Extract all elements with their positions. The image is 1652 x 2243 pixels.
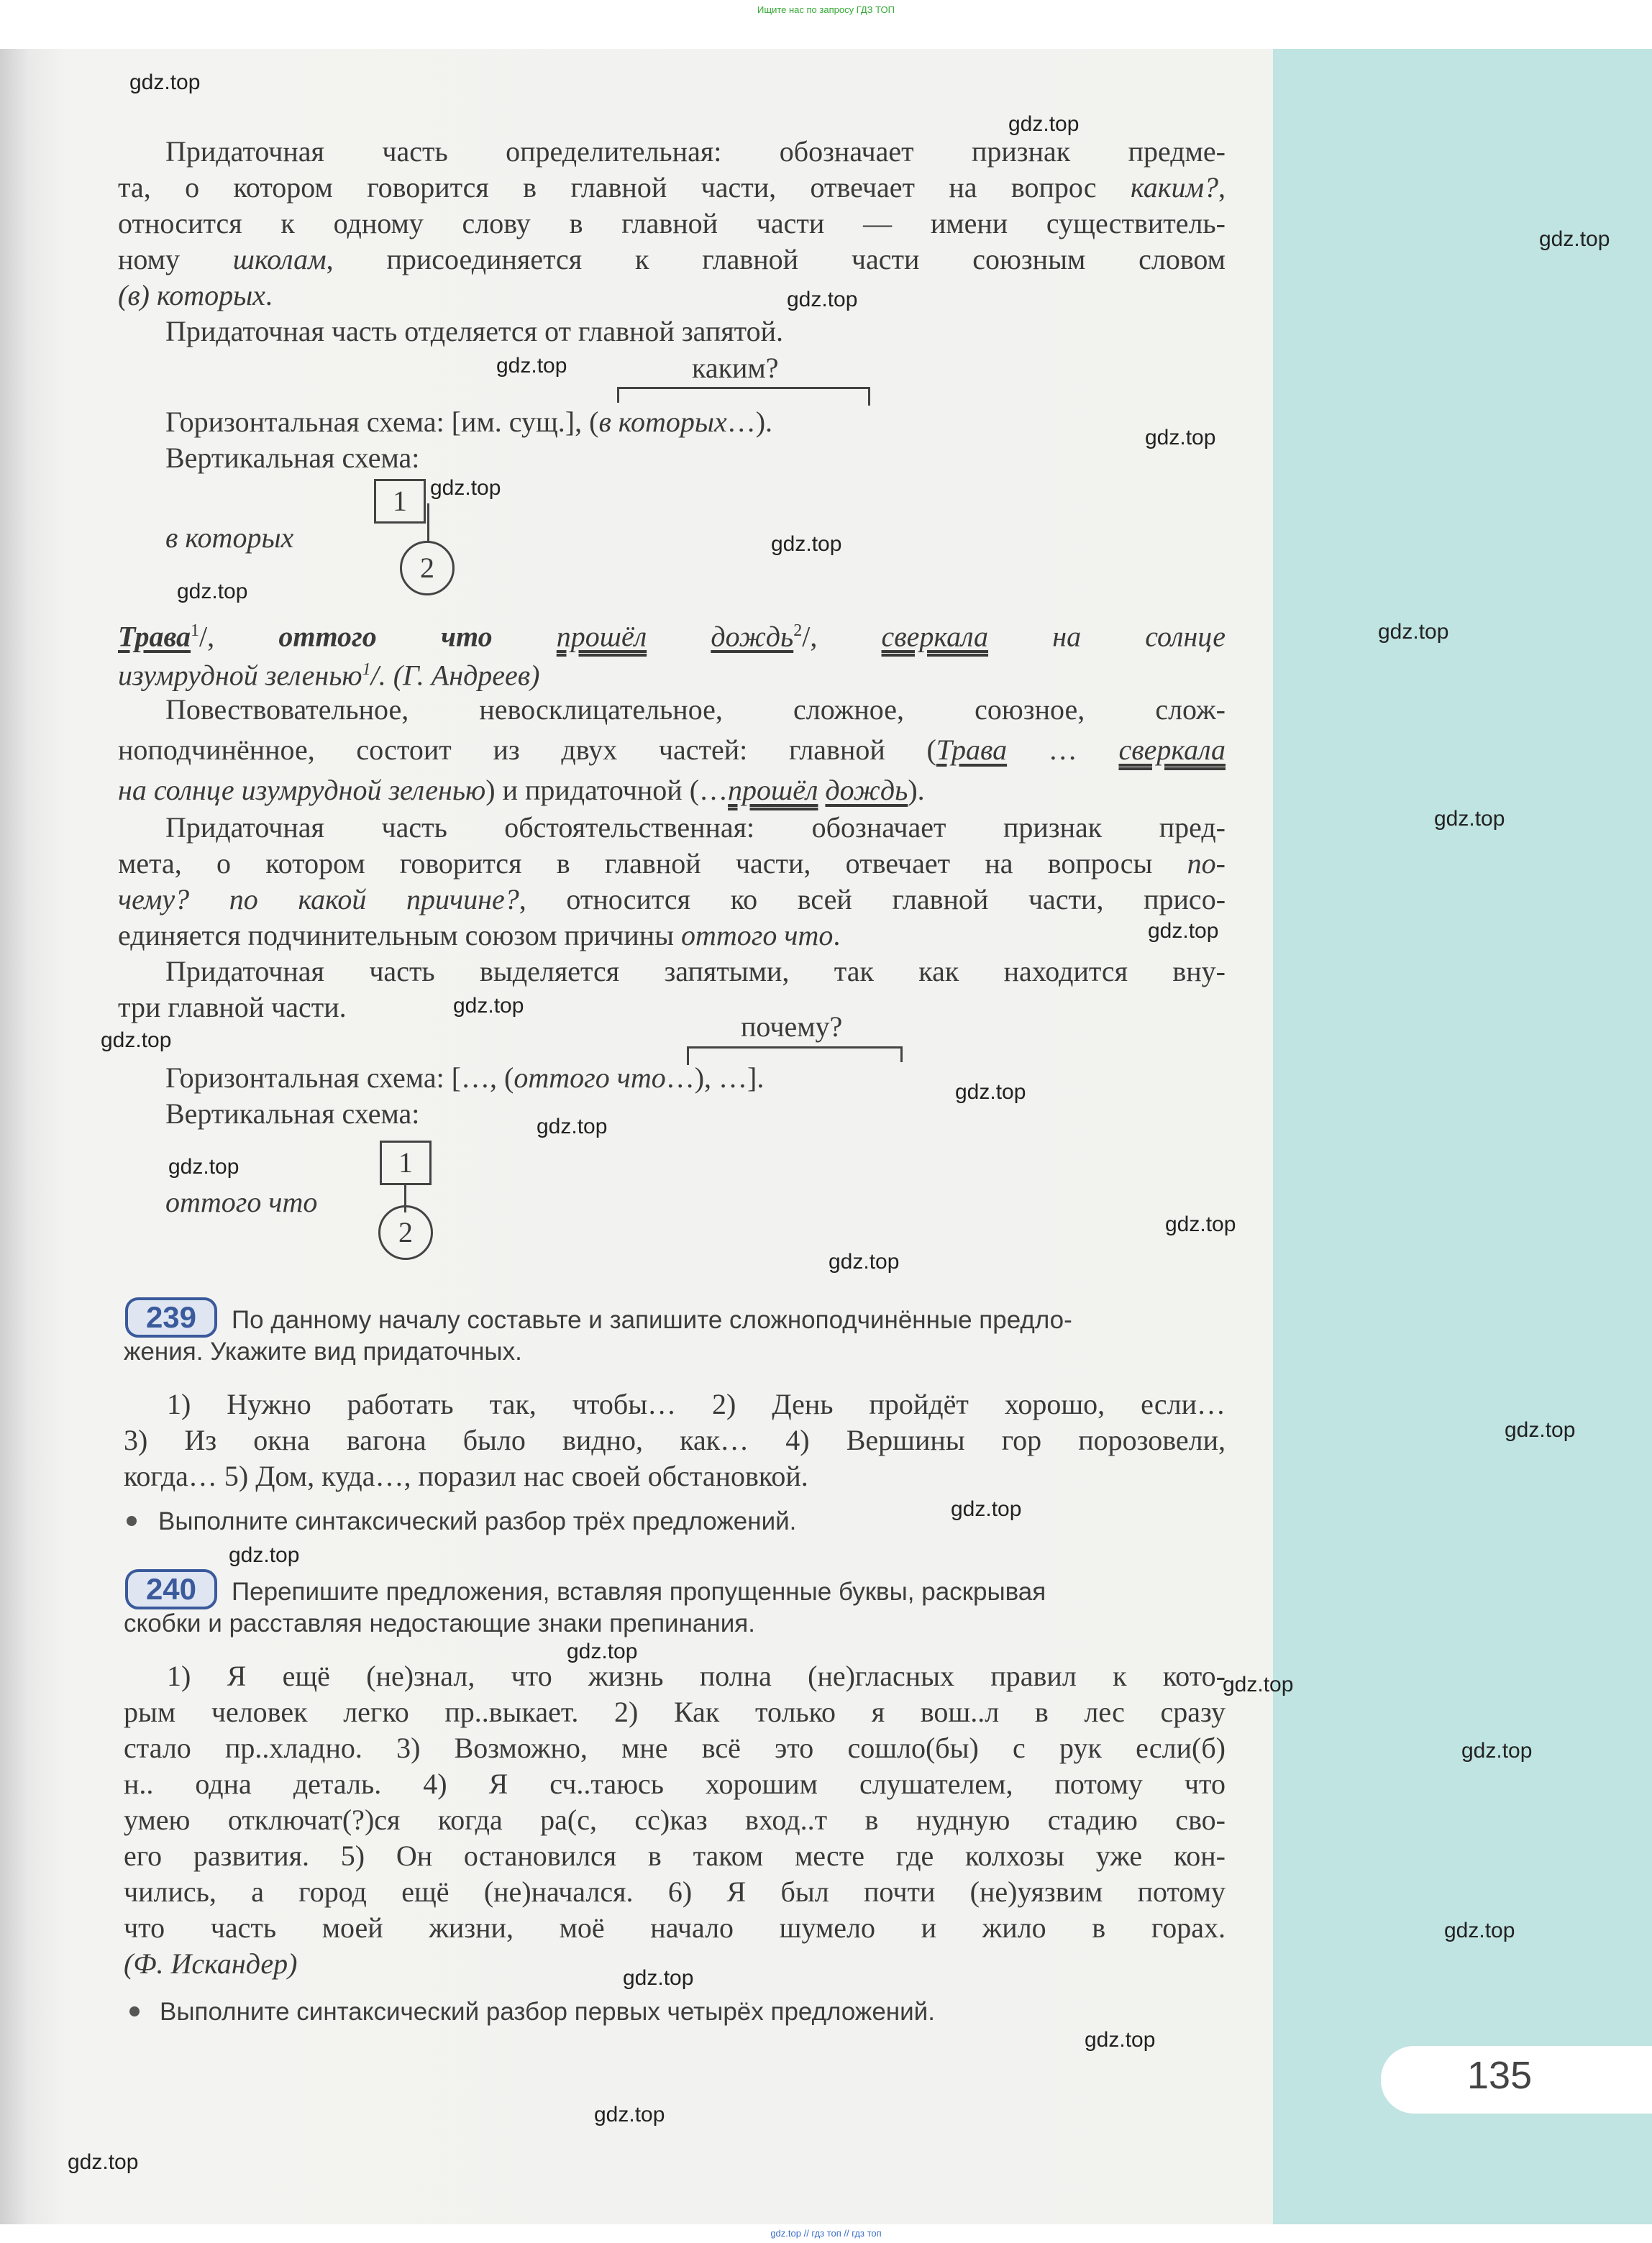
watermark: gdz.top: [1165, 1212, 1236, 1236]
watermark: gdz.top: [1148, 919, 1219, 943]
example-sentence-end: изумрудной зеленью$^1$/. (Г. Андреев): [118, 659, 540, 692]
watermark: gdz.top: [168, 1155, 239, 1179]
text-line: Придаточная часть определительная: обозначает признак предме-: [165, 135, 1226, 168]
example-sentence: Трава$^1$/, оттого что прошёл дождь$^2$/, сверкала на солнце: [118, 620, 1226, 653]
text-line: Придаточная часть отделяется от главной запятой.: [165, 315, 784, 347]
watermark: gdz.top: [1461, 1739, 1533, 1763]
watermark: gdz.top: [771, 532, 842, 556]
watermark: gdz.top: [453, 994, 524, 1018]
schema-connector: [427, 503, 429, 541]
exercise-text: его развития. 5) Он остановился в таком месте где колхозы уже кон-: [124, 1840, 1226, 1872]
main-clause-box: 1: [380, 1141, 432, 1185]
watermark: gdz.top: [537, 1115, 608, 1138]
top-banner: Ищите нас по запросу ГДЗ ТОП: [757, 4, 895, 15]
watermark: gdz.top: [1539, 227, 1610, 251]
watermark: gdz.top: [951, 1497, 1022, 1521]
watermark: gdz.top: [567, 1640, 638, 1663]
exercise-note: Выполните синтаксический разбор трёх предложений.: [158, 1507, 797, 1535]
question-label: каким?: [692, 352, 779, 384]
text-line: три главной части.: [118, 991, 347, 1023]
watermark: gdz.top: [1378, 620, 1449, 644]
watermark: gdz.top: [594, 2103, 665, 2126]
watermark: gdz.top: [229, 1543, 300, 1567]
exercise-note: Выполните синтаксический разбор первых четырёх предложений.: [160, 1998, 935, 2026]
text-line: мета, о котором говорится в главной части, отвечает на вопросы по-: [118, 847, 1226, 880]
exercise-text: 1) Нужно работать так, чтобы… 2) День пройдёт хорошо, если…: [167, 1388, 1226, 1420]
bullet-icon: [129, 2006, 140, 2016]
watermark: gdz.top: [430, 476, 501, 500]
exercise-task: жения. Укажите вид придаточных.: [124, 1338, 522, 1366]
watermark: gdz.top: [68, 2150, 139, 2174]
exercise-text: что часть моей жизни, моё начало шумело и жило в горах.: [124, 1911, 1226, 1944]
horizontal-schema: Горизонтальная схема: [им. сущ.], (в которых…).: [165, 406, 773, 438]
watermark: gdz.top: [623, 1966, 694, 1990]
text-line: Повествовательное, невосклицательное, сложное, союзное, слож-: [165, 693, 1226, 726]
horizontal-schema: Горизонтальная схема: […, (оттого что…), …].: [165, 1061, 765, 1094]
subordinate-clause-circle: 2: [378, 1205, 433, 1260]
exercise-text: когда… 5) Дом, куда…, поразил нас своей обстановкой.: [124, 1460, 808, 1492]
text-line: (в) которых.: [118, 279, 273, 311]
text-line: на солнце изумрудной зеленью) и придаточной (…прошёл дождь).: [118, 774, 925, 806]
watermark: gdz.top: [1434, 807, 1505, 831]
vertical-schema-label: Вертикальная схема:: [165, 442, 420, 474]
vertical-schema-label: Вертикальная схема:: [165, 1097, 420, 1130]
text-line: ноподчинённое, состоит из двух частей: главной (Трава … сверкала: [118, 734, 1226, 766]
bracket-tick: [617, 387, 619, 403]
watermark: gdz.top: [1223, 1673, 1294, 1696]
exercise-task: Перепишите предложения, вставляя пропущенные буквы, раскрывая: [232, 1578, 1046, 1606]
exercise-text: н.. одна деталь. 4) Я сч..таюсь хорошим слушателем, потому что: [124, 1768, 1226, 1800]
text-line: относится к одному слову в главной части — имени существитель-: [118, 207, 1226, 239]
watermark: gdz.top: [1444, 1919, 1515, 1942]
exercise-text: 1) Я ещё (не)знал, что жизнь полна (не)гласных правил к кото-: [167, 1660, 1226, 1692]
exercise-text: 3) Из окна вагона было видно, как… 4) Вершины гор порозовели,: [124, 1424, 1226, 1456]
watermark: gdz.top: [101, 1028, 172, 1052]
exercise-author: (Ф. Искандер): [124, 1947, 298, 1980]
exercise-number-badge: 239: [125, 1297, 217, 1338]
sidebar-strip: [1273, 49, 1652, 2224]
exercise-number-badge: 240: [125, 1569, 217, 1609]
text-line: единяется подчинительным союзом причины оттого что.: [118, 919, 841, 951]
exercise-text: чились, а город ещё (не)начался. 6) Я был почти (не)уязвим потому: [124, 1876, 1226, 1908]
exercise-text: рым человек легко пр..выкает. 2) Как только я вош..л в лес сразу: [124, 1696, 1226, 1728]
exercise-text: стало пр..хладно. 3) Возможно, мне всё это сошло(бы) с рук если(б): [124, 1732, 1226, 1764]
bracket-arrow: [868, 387, 870, 406]
bottom-banner: gdz.top // гдз топ // гдз топ: [770, 2228, 882, 2239]
watermark: gdz.top: [955, 1080, 1026, 1104]
exercise-task: скобки и расставляя недостающие знаки препинания.: [124, 1609, 755, 1637]
watermark: gdz.top: [129, 70, 201, 94]
watermark: gdz.top: [177, 580, 248, 603]
schema-word: в которых: [165, 521, 294, 554]
exercise-task: По данному началу составьте и запишите сложноподчинённые предло-: [232, 1306, 1072, 1334]
text-line: та, о котором говорится в главной части, отвечает на вопрос каким?,: [118, 171, 1226, 204]
text-line: чему? по какой причине?, относится ко всей главной части, присо-: [118, 883, 1226, 915]
watermark: gdz.top: [1505, 1418, 1576, 1442]
bullet-icon: [127, 1516, 137, 1526]
schema-bracket: [687, 1046, 903, 1049]
watermark: gdz.top: [1145, 426, 1216, 449]
page-number: 135: [1467, 2054, 1533, 2097]
text-line: ному школам, присоединяется к главной части союзным словом: [118, 243, 1226, 275]
text-line: Придаточная часть выделяется запятыми, так как находится вну-: [165, 955, 1226, 987]
text-line: Придаточная часть обстоятельственная: обозначает признак пред-: [165, 811, 1226, 844]
schema-word: оттого что: [165, 1186, 318, 1218]
watermark: gdz.top: [1008, 112, 1080, 136]
question-label: почему?: [741, 1010, 843, 1043]
schema-bracket: [617, 387, 870, 389]
main-clause-box: 1: [374, 479, 426, 524]
watermark: gdz.top: [1085, 2028, 1156, 2052]
watermark: gdz.top: [829, 1250, 900, 1274]
watermark: gdz.top: [496, 354, 567, 378]
exercise-text: умею отключат(?)ся когда ра(с, сс)каз вход..т в нудную стадию сво-: [124, 1804, 1226, 1836]
subordinate-clause-circle: 2: [400, 541, 455, 595]
watermark: gdz.top: [787, 288, 858, 311]
